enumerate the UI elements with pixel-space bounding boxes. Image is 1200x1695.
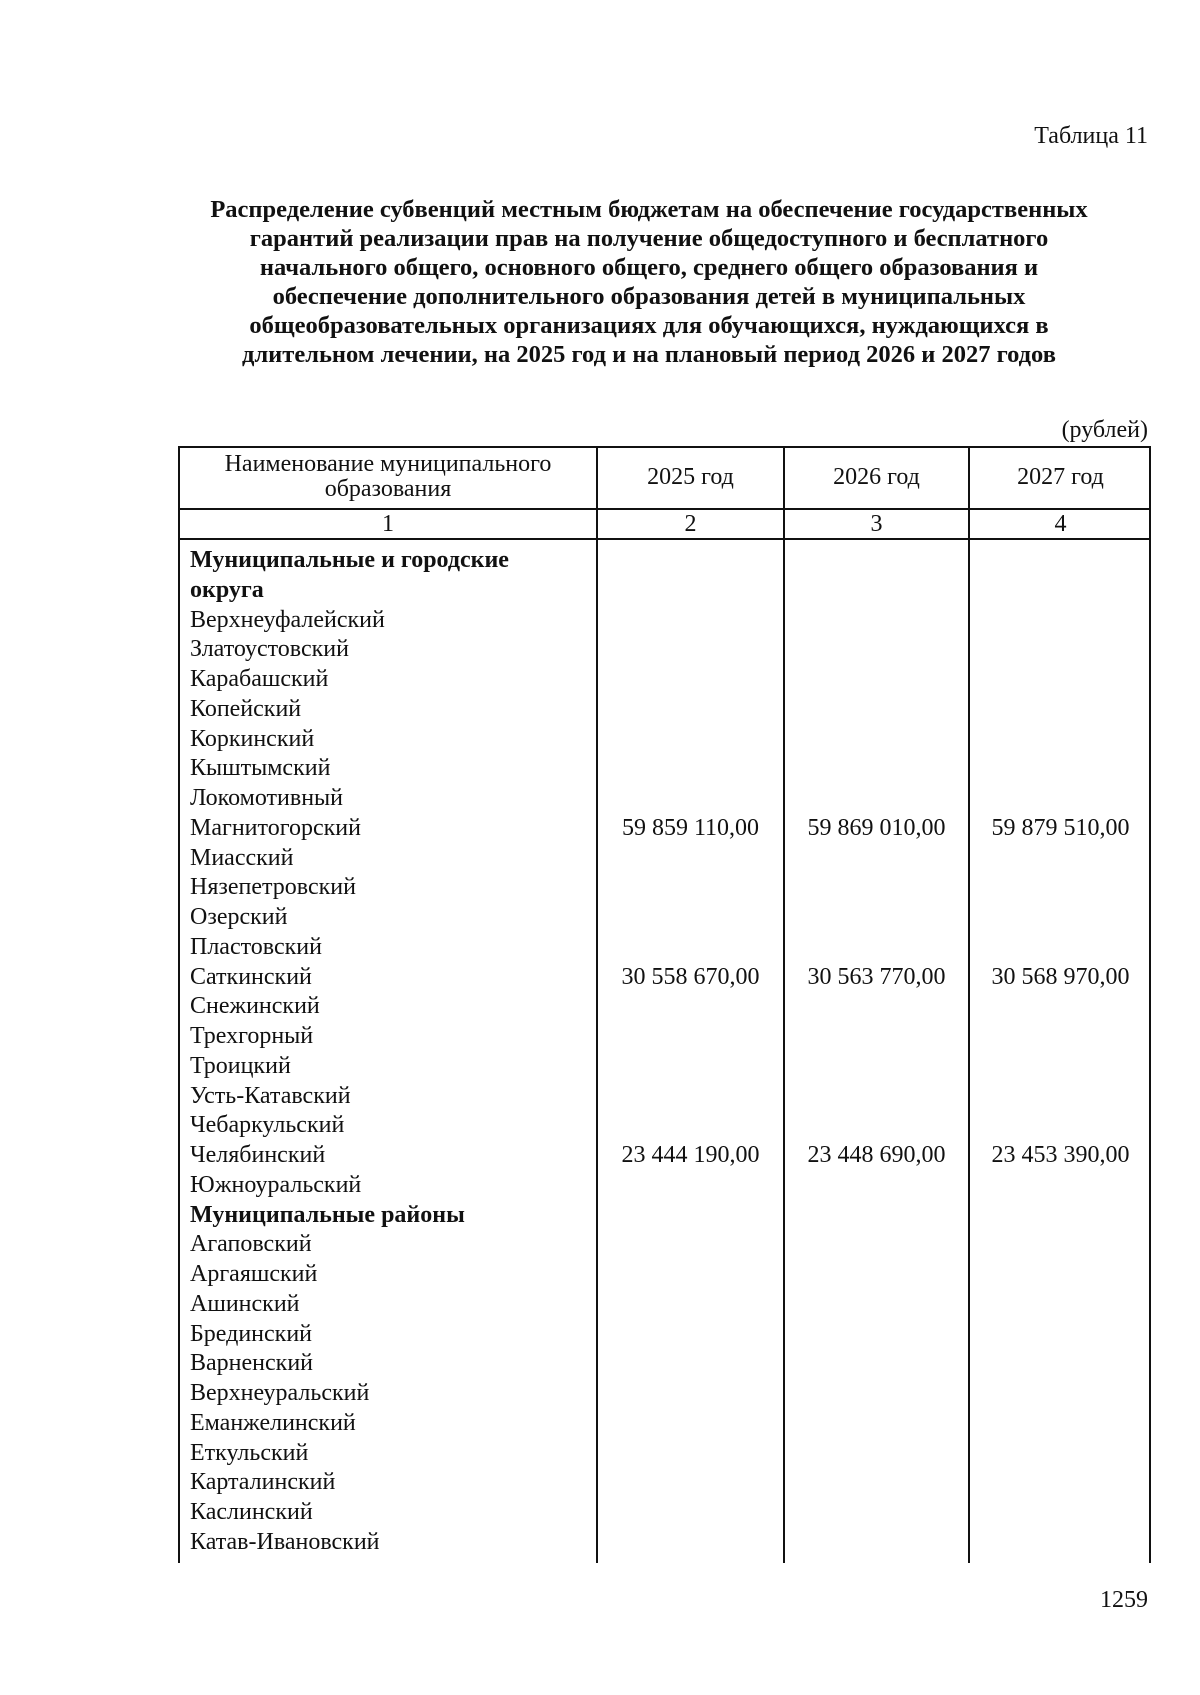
table-row <box>180 1319 1149 1349</box>
municipality-name: Челябинский <box>190 1142 326 1168</box>
table-row <box>180 872 1149 902</box>
municipality-name: Трехгорный <box>190 1023 314 1049</box>
municipality-name: Усть-Катавский <box>190 1082 351 1109</box>
column-number: 4 <box>1054 510 1067 537</box>
column-number: 1 <box>382 510 394 537</box>
title-line: общеобразовательных организациях для обучающихся, нуждающихся в <box>249 312 1049 339</box>
units-label: (рублей) <box>1061 417 1148 443</box>
table-row <box>180 932 1149 962</box>
municipality-name: Чебаркульский <box>190 1112 345 1139</box>
municipality-name: Кыштымский <box>190 755 331 782</box>
table-row <box>180 753 1149 783</box>
table-row <box>180 1467 1149 1497</box>
amount-cell: 23 453 390,00 <box>991 1142 1130 1168</box>
table-row <box>180 991 1149 1021</box>
table-row <box>180 1229 1149 1259</box>
table-row <box>180 1438 1149 1468</box>
table-row <box>180 843 1149 873</box>
municipality-name: Коркинский <box>190 725 315 752</box>
municipality-name: Катав-Ивановский <box>190 1528 380 1555</box>
municipality-name: Пластовский <box>190 933 322 960</box>
table-row <box>180 1408 1149 1438</box>
municipality-name: Нязепетровский <box>190 874 356 901</box>
table-row <box>180 902 1149 932</box>
column-number: 3 <box>870 510 883 537</box>
table-row <box>180 545 1149 575</box>
amount-cell: 59 869 010,00 <box>807 814 946 841</box>
table-row <box>180 605 1149 635</box>
municipality-name: Брединский <box>190 1320 313 1347</box>
section-heading: Муниципальные районы <box>190 1201 465 1228</box>
column-header-2026: 2026 год <box>833 463 920 490</box>
table-row <box>180 724 1149 754</box>
table-row <box>180 962 1149 992</box>
table-row <box>180 1289 1149 1319</box>
table-label: Таблица 11 <box>1034 123 1148 149</box>
municipality-name: Верхнеуфалейский <box>190 606 385 633</box>
section-heading: Муниципальные и городские <box>190 547 509 573</box>
table-row <box>180 1259 1149 1289</box>
table-row <box>180 1051 1149 1081</box>
column-header-2027: 2027 год <box>1017 463 1104 490</box>
table-row <box>180 1170 1149 1200</box>
municipality-name: Еткульский <box>190 1439 309 1466</box>
municipality-name: Еманжелинский <box>190 1409 356 1436</box>
table-row <box>180 1497 1149 1527</box>
table-row <box>180 575 1149 605</box>
table-row <box>180 1021 1149 1051</box>
municipality-name: Каслинский <box>190 1499 313 1525</box>
column-number: 2 <box>684 510 697 537</box>
amount-cell: 30 558 670,00 <box>621 963 760 990</box>
title-line: обеспечение дополнительного образования детей в муниципальных <box>272 283 1026 310</box>
table-row <box>180 694 1149 724</box>
column-header-name: Наименование муниципального образования <box>224 451 552 502</box>
municipality-name: Магнитогорский <box>190 814 361 841</box>
municipality-name: Саткинский <box>190 963 312 990</box>
municipality-name: Агаповский <box>190 1231 312 1258</box>
municipality-name: Верхнеуральский <box>190 1380 370 1406</box>
title-line: Распределение субвенций местным бюджетам на обеспечение государственных <box>210 196 1088 223</box>
table-row <box>180 813 1149 843</box>
municipality-name: Локомотивный <box>190 785 344 811</box>
amount-cell: 23 444 190,00 <box>621 1142 760 1168</box>
table-row <box>180 1378 1149 1408</box>
municipality-name: Карталинский <box>190 1469 336 1496</box>
municipality-name: Снежинский <box>190 993 320 1020</box>
section-heading: округа <box>190 576 264 603</box>
municipality-name: Карабашский <box>190 666 329 692</box>
column-numbers-divider <box>180 538 1149 540</box>
municipality-name: Аргаяшский <box>190 1261 318 1287</box>
page-number: 1259 <box>1100 1587 1148 1613</box>
amount-cell: 30 568 970,00 <box>991 963 1130 990</box>
table-row <box>180 1200 1149 1230</box>
municipality-name: Варненский <box>190 1350 313 1377</box>
table-row <box>180 664 1149 694</box>
table-row <box>180 1110 1149 1140</box>
amount-cell: 23 448 690,00 <box>807 1142 946 1168</box>
amount-cell: 59 859 110,00 <box>621 814 760 841</box>
column-header-2025: 2025 год <box>647 463 734 490</box>
municipality-name: Южноуральский <box>190 1171 362 1198</box>
title-line: длительном лечении, на 2025 год и на плановый период 2026 и 2027 годов <box>242 341 1056 368</box>
budget-table <box>178 446 1151 1563</box>
municipality-name: Озерский <box>190 904 288 930</box>
title-line: гарантий реализации прав на получение общедоступного и бесплатного <box>249 225 1049 252</box>
table-row <box>180 1140 1149 1170</box>
municipality-name: Миасский <box>190 844 294 871</box>
table-row <box>180 634 1149 664</box>
amount-cell: 30 563 770,00 <box>807 963 946 990</box>
title-line: начального общего, основного общего, среднего общего образования и <box>259 254 1039 281</box>
table-row <box>180 1527 1149 1557</box>
amount-cell: 59 879 510,00 <box>991 814 1130 841</box>
table-row <box>180 1348 1149 1378</box>
table-row <box>180 1081 1149 1111</box>
municipality-name: Ашинский <box>190 1290 300 1317</box>
municipality-name: Копейский <box>190 695 302 722</box>
document-title <box>170 195 1128 369</box>
table-row <box>180 783 1149 813</box>
municipality-name: Златоустовский <box>190 636 349 663</box>
municipality-name: Троицкий <box>190 1052 291 1079</box>
